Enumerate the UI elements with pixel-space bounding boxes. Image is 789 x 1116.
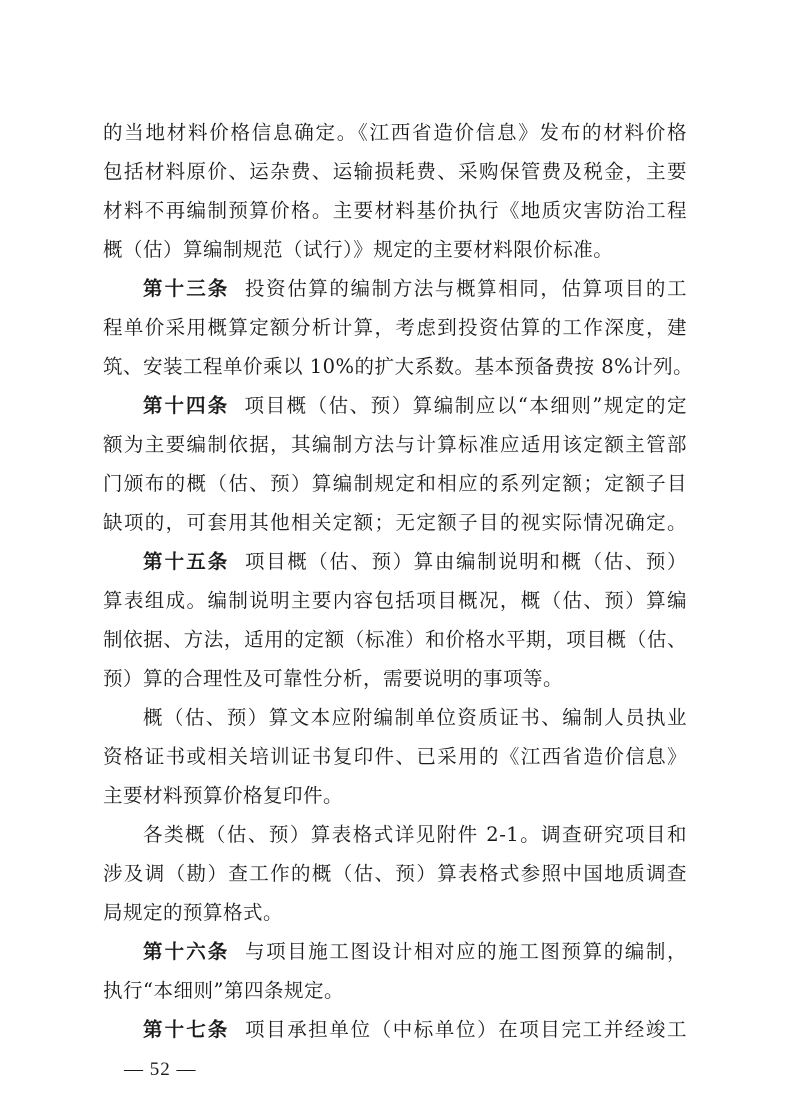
paragraph-line: 的当地材料价格信息确定。《江西省造价信息》发布的材料价格 xyxy=(103,121,687,144)
paragraph-line: 材料不再编制预算价格。主要材料基价执行《地质灾害防治工程 xyxy=(103,199,687,222)
article-15-line: 第十五条 项目概（估、预）算由编制说明和概（估、预） xyxy=(143,550,687,573)
article-17-line: 第十七条 项目承担单位（中标单位）在项目完工并经竣工 xyxy=(143,1018,687,1041)
paragraph-line: 缺项的，可套用其他相关定额；无定额子目的视实际情况确定。 xyxy=(103,511,687,534)
paragraph-line: 执行“本细则”第四条规定。 xyxy=(103,979,344,1002)
paragraph-line: 门颁布的概（估、预）算编制规定和相应的系列定额；定额子目 xyxy=(103,472,687,495)
paragraph-line: 额为主要编制依据，其编制方法与计算标准应适用该定额主管部 xyxy=(103,433,687,456)
paragraph-line: 概（估）算编制规范（试行）》规定的主要材料限价标准。 xyxy=(103,238,614,261)
article-heading: 第十三条 xyxy=(143,277,230,300)
paragraph-line: 资格证书或相关培训证书复印件、已采用的《江西省造价信息》 xyxy=(103,745,687,768)
paragraph-line: 筑、安装工程单价乘以 10%的扩大系数。基本预备费按 8%计列。 xyxy=(103,355,694,378)
paragraph-line: 各类概（估、预）算表格式详见附件 2-1。调查研究项目和 xyxy=(143,823,687,846)
article-16-line: 第十六条 与项目施工图设计相对应的施工图预算的编制， xyxy=(143,940,687,963)
article-heading: 第十五条 xyxy=(143,550,230,573)
article-heading: 第十七条 xyxy=(143,1018,230,1041)
paragraph-line: 局规定的预算格式。 xyxy=(103,901,284,924)
paragraph-line: 预）算的合理性及可靠性分析，需要说明的事项等。 xyxy=(103,667,564,690)
paragraph-line: 程单价采用概算定额分析计算，考虑到投资估算的工作深度，建 xyxy=(103,316,687,339)
paragraph-line: 概（估、预）算文本应附编制单位资质证书、编制人员执业 xyxy=(143,706,687,729)
article-14-line: 第十四条 项目概（估、预）算编制应以“本细则”规定的定 xyxy=(143,394,687,417)
paragraph-line: 制依据、方法，适用的定额（标准）和价格水平期，项目概（估、 xyxy=(103,628,687,651)
article-heading: 第十四条 xyxy=(143,394,230,417)
paragraph-line: 包括材料原价、运杂费、运输损耗费、采购保管费及税金，主要 xyxy=(103,160,687,183)
article-13-line: 第十三条 投资估算的编制方法与概算相同，估算项目的工 xyxy=(143,277,687,300)
page-number: — 52 — xyxy=(124,1059,197,1080)
article-heading: 第十六条 xyxy=(143,940,230,963)
paragraph-line: 主要材料预算价格复印件。 xyxy=(103,784,344,807)
paragraph-line: 算表组成。编制说明主要内容包括项目概况，概（估、预）算编 xyxy=(103,589,687,612)
paragraph-line: 涉及调（勘）查工作的概（估、预）算表格式参照中国地质调查 xyxy=(103,862,687,885)
